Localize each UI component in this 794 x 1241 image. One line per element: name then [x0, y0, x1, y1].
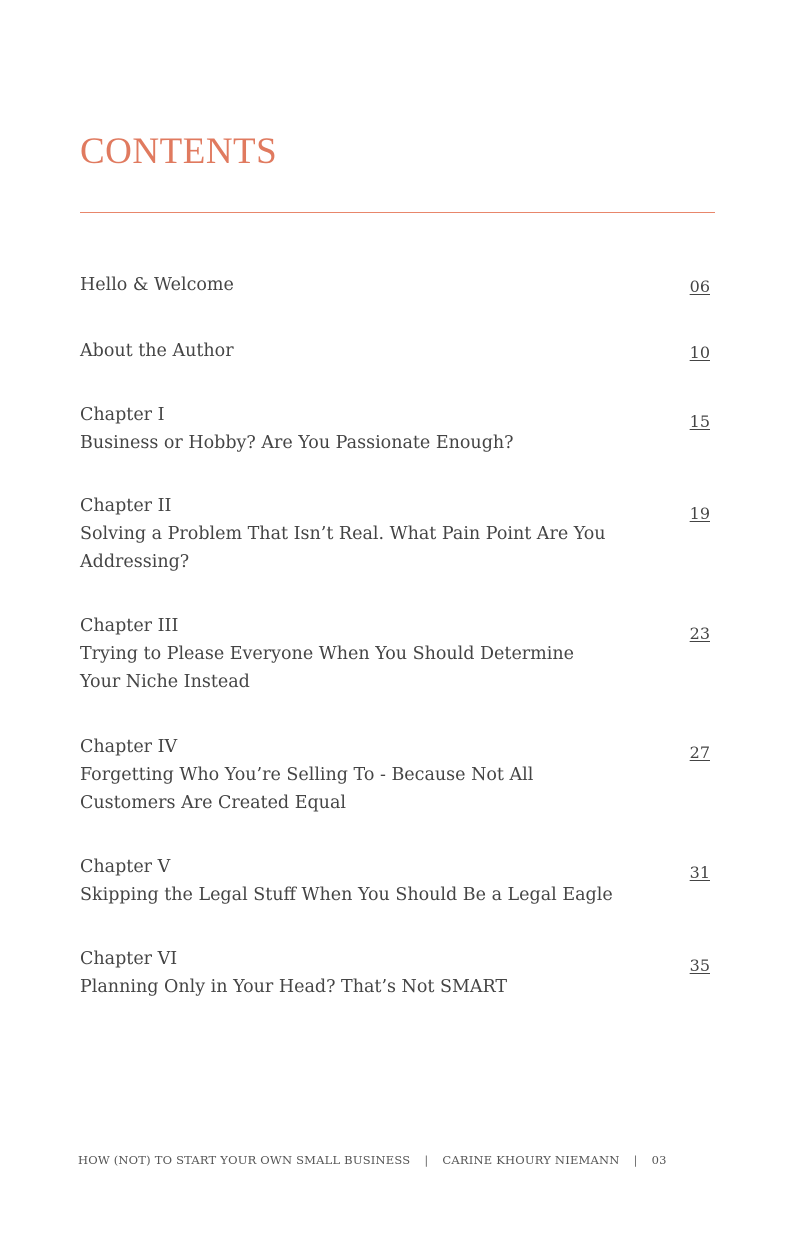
toc-entry-hello-welcome[interactable] — [80, 271, 715, 299]
toc-page-number[interactable]: 27 — [689, 743, 710, 762]
toc-page-number[interactable]: 35 — [689, 956, 710, 975]
toc-entry-text — [80, 945, 635, 1001]
toc-chapter-label: Chapter II — [80, 496, 172, 516]
toc-entry-text — [80, 337, 635, 365]
page-title: CONTENTS — [80, 131, 278, 172]
toc-entry-title: Hello & Welcome — [80, 275, 234, 295]
toc-entry-chapter-1[interactable] — [80, 401, 715, 457]
toc-entry-title: About the Author — [80, 341, 234, 361]
toc-page-number[interactable]: 31 — [689, 863, 710, 882]
toc-chapter-label: Chapter IV — [80, 737, 178, 757]
footer-book-title: HOW (NOT) TO START YOUR OWN SMALL BUSINESS — [78, 1153, 411, 1167]
toc-entry-chapter-3[interactable] — [80, 612, 715, 696]
toc-page-number[interactable]: 06 — [689, 277, 710, 296]
toc-chapter-label: Chapter III — [80, 616, 179, 636]
footer-author: CARINE KHOURY NIEMANN — [442, 1153, 620, 1167]
footer-page-number: 03 — [651, 1153, 667, 1167]
toc-entry-text — [80, 401, 635, 457]
toc-chapter-label: Chapter VI — [80, 949, 178, 969]
toc-entry-text — [80, 612, 635, 696]
footer-separator: | — [633, 1153, 638, 1167]
toc-entry-text — [80, 492, 635, 576]
toc-page-number[interactable]: 15 — [689, 412, 710, 431]
toc-chapter-title: Business or Hobby? Are You Passionate Enough? — [80, 433, 514, 453]
toc-page-number[interactable]: 10 — [689, 343, 710, 362]
toc-chapter-title-cont: Customers Are Created Equal — [80, 793, 346, 813]
toc-entry-text — [80, 271, 635, 299]
toc-chapter-title-cont: Your Niche Instead — [80, 672, 250, 692]
toc-chapter-title: Forgetting Who You’re Selling To - Because Not All — [80, 765, 534, 785]
toc-chapter-title-cont: Addressing? — [80, 552, 190, 572]
toc-entry-text — [80, 733, 635, 817]
toc-chapter-title: Trying to Please Everyone When You Should Determine — [80, 644, 574, 664]
toc-entry-text — [80, 853, 635, 909]
toc-entry-chapter-4[interactable] — [80, 733, 715, 817]
toc-entry-chapter-2[interactable] — [80, 492, 715, 576]
page-footer — [78, 1153, 667, 1167]
toc-page-number[interactable]: 23 — [689, 624, 710, 643]
toc-entry-chapter-5[interactable] — [80, 853, 715, 909]
footer-separator: | — [424, 1153, 429, 1167]
toc-entry-about-author[interactable] — [80, 337, 715, 365]
toc-chapter-label: Chapter V — [80, 857, 171, 877]
toc-chapter-title: Solving a Problem That Isn’t Real. What Pain Point Are You — [80, 524, 606, 544]
toc-chapter-title: Skipping the Legal Stuff When You Should Be a Legal Eagle — [80, 885, 613, 905]
toc-page-number[interactable]: 19 — [689, 504, 710, 523]
toc-chapter-label: Chapter I — [80, 405, 165, 425]
toc-entry-chapter-6[interactable] — [80, 945, 715, 1001]
title-divider — [80, 212, 715, 213]
toc-chapter-title: Planning Only in Your Head? That’s Not SMART — [80, 977, 508, 997]
